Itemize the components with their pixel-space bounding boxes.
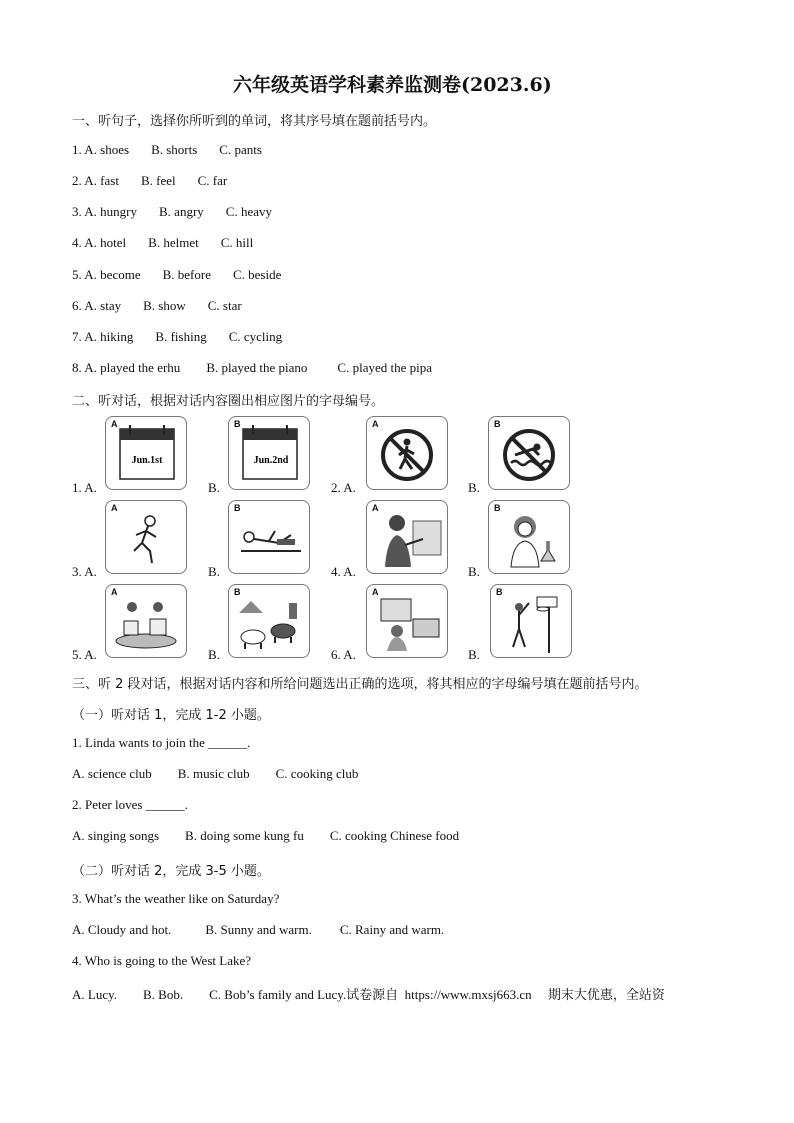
part3-heading: 三、听 2 段对话，根据对话内容和所给问题选出正确的选项，将其相应的字母编号填在题前括号内。 [72,677,648,692]
item-label: B. [468,564,480,579]
question-1-options [72,766,380,782]
item-label: 4. A. [331,564,356,579]
farm-animals-picture[interactable] [228,584,310,658]
picture-letter: B [234,419,241,429]
basketball-picture[interactable] [490,584,572,658]
option-b: B. feel [140,173,176,188]
option-b: B. shorts [151,142,198,157]
option-c: C. cooking club [275,766,359,781]
question-3: 3. What’s the weather like on Saturday? [72,891,280,906]
option-c: C. star [207,298,242,313]
scientist-picture[interactable] [488,500,570,574]
item-label: 5. A. [72,647,97,662]
item-label: B. [208,564,220,579]
question-1: 1. Linda wants to join the ______. [72,735,251,750]
calendar-jun2-picture[interactable] [228,416,310,490]
option-b: B. before [162,267,211,282]
item-label: B. [468,647,480,662]
option-b: B. helmet [148,235,199,250]
running-picture[interactable] [105,500,187,574]
option-a: 4. A. hotel [72,235,127,250]
option-c: C. hill [220,235,254,250]
option-c: C. cooking Chinese food [329,828,460,843]
question-4: 4. Who is going to the West Lake? [72,953,251,968]
option-c: C. Rainy and warm. [339,922,445,937]
option-a: 3. A. hungry [72,204,137,219]
option-a: A. singing songs [72,828,160,843]
option-c: C. heavy [225,204,272,219]
item-label: 2. A. [331,480,356,495]
picture-letter: A [372,419,379,429]
calendar-text: Jun.2nd [253,455,289,466]
picture-letter: A [111,419,118,429]
option-a: 8. A. played the erhu [72,360,181,375]
picture-letter: A [111,503,118,513]
picture-letter: B [494,503,501,513]
option-b: B. angry [159,204,204,219]
question-4-options: A. Lucy. B. Bob. C. Bob’s family and Lucy.试卷源自 https://www.mxsj663.cn 期末大优惠，全站资 [72,987,665,1002]
option-a: 7. A. hiking [72,329,134,344]
option-a: A. science club [72,766,152,781]
classroom-picture[interactable] [366,584,448,658]
option-c: C. played the pipa [337,360,432,375]
option-b: B. doing some kung fu [185,828,304,843]
option-a: A. Cloudy and hot. [72,922,172,937]
item-label: B. [208,480,220,495]
option-a: 6. A. stay [72,298,122,313]
item-label: 3. A. [72,564,97,579]
picture-letter: B [234,503,241,513]
list-item [72,235,275,251]
part3-sub1: （一）听对话 1，完成 1-2 小题。 [72,708,270,723]
drums-picture[interactable] [105,584,187,658]
option-b: B. played the piano [206,360,308,375]
option-b: B. music club [177,766,250,781]
option-b: B. show [143,298,186,313]
option-c: C. pants [219,142,262,157]
lying-down-picture[interactable] [228,500,310,574]
item-label: B. [208,647,220,662]
question-3-options [72,922,466,938]
list-item [72,204,294,220]
no-walking-sign-picture[interactable] [366,416,448,490]
calendar-jun1-picture[interactable] [105,416,187,490]
item-label: 6. A. [331,647,356,662]
option-a: 2. A. fast [72,173,119,188]
question-2: 2. Peter loves ______. [72,797,188,812]
page-title: 六年级英语学科素养监测卷(2023.6) [233,74,552,96]
list-item [72,267,303,283]
list-item [72,360,454,376]
option-c: C. far [197,173,228,188]
option-a: 1. A. shoes [72,142,130,157]
list-item [72,298,264,314]
picture-letter: A [111,587,118,597]
option-c: C. cycling [228,329,283,344]
item-label: 1. A. [72,480,97,495]
part3-sub2: （二）听对话 2，完成 3-5 小题。 [72,864,270,879]
picture-letter: B [496,587,503,597]
picture-letter: B [234,587,241,597]
no-swimming-sign-picture[interactable] [488,416,570,490]
item-label: B. [468,480,480,495]
teacher-picture[interactable] [366,500,448,574]
list-item [72,329,304,345]
list-item [72,173,249,189]
part2-heading: 二、听对话，根据对话内容圈出相应图片的字母编号。 [72,394,385,409]
part1-heading: 一、听句子，选择你所听到的单词，将其序号填在题前括号内。 [72,114,437,129]
option-b: B. Sunny and warm. [205,922,312,937]
option-a: 5. A. become [72,267,141,282]
list-item [72,142,284,158]
option-b: B. fishing [155,329,207,344]
picture-letter: A [372,587,379,597]
picture-letter: B [494,419,501,429]
option-c: C. beside [232,267,282,282]
question-2-options [72,828,481,844]
calendar-text: Jun.1st [131,455,163,466]
picture-letter: A [372,503,379,513]
